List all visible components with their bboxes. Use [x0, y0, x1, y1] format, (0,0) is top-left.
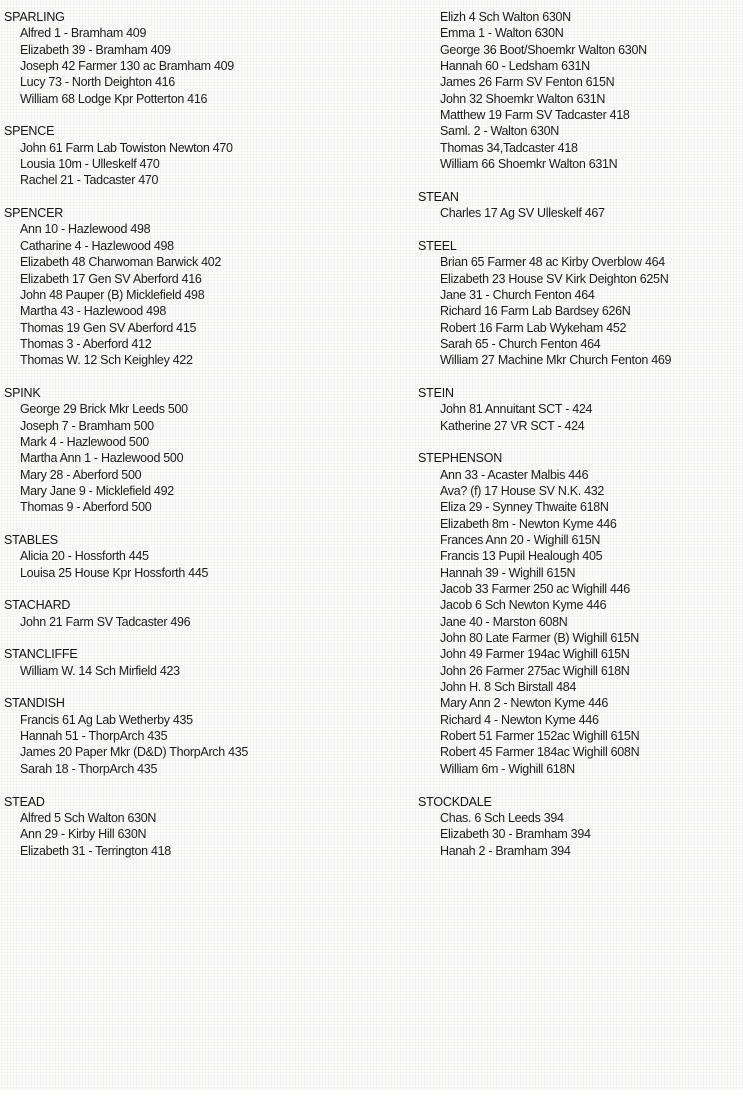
person-entry: Eliza 29 - Synney Thwaite 618N — [440, 500, 609, 515]
person-entry: Jane 31 - Church Fenton 464 — [440, 287, 595, 302]
person-entry: John 48 Pauper (B) Micklefield 498 — [20, 287, 205, 302]
surname-group — [418, 9, 740, 172]
person-entry: Elizabeth 30 - Bramham 394 — [440, 827, 591, 842]
person-entry: Elizabeth 48 Charwoman Barwick 402 — [20, 255, 222, 270]
person-entry: Alfred 1 - Bramham 409 — [20, 26, 147, 41]
person-entry: John 21 Farm SV Tadcaster 496 — [20, 614, 191, 629]
person-entry: John 26 Farmer 275ac Wighill 618N — [440, 663, 630, 678]
surname-group — [4, 646, 404, 679]
person-entry: William W. 14 Sch Mirfield 423 — [20, 663, 180, 678]
person-entry: Charles 17 Ag SV Ulleskelf 467 — [440, 206, 605, 221]
left-column — [4, 9, 404, 859]
person-entry: Ann 10 - Hazlewood 498 — [20, 222, 151, 237]
person-entry: William 27 Machine Mkr Church Fenton 469 — [440, 353, 672, 368]
surname-group — [4, 205, 404, 368]
person-entry: Louisa 25 House Kpr Hossforth 445 — [20, 565, 209, 580]
surname-heading: STANCLIFFE — [4, 647, 78, 662]
person-entry: Robert 51 Farmer 152ac Wighill 615N — [440, 729, 640, 744]
person-entry: George 36 Boot/Shoemkr Walton 630N — [440, 42, 647, 57]
person-entry: Richard 4 - Newton Kyme 446 — [440, 712, 599, 727]
person-entry: Saml. 2 - Walton 630N — [440, 124, 559, 139]
person-entry: Mark 4 - Hazlewood 500 — [20, 434, 149, 449]
person-entry: Mary 28 - Aberford 500 — [20, 467, 142, 482]
person-entry: William 68 Lodge Kpr Potterton 416 — [20, 91, 208, 106]
surname-group — [4, 532, 404, 581]
person-entry: Hannah 60 - Ledsham 631N — [440, 59, 590, 74]
person-entry: Thomas 19 Gen SV Aberford 415 — [20, 320, 197, 335]
surname-group — [418, 385, 740, 434]
surname-group — [418, 189, 740, 222]
person-entry: Katherine 27 VR SCT - 424 — [440, 418, 585, 433]
person-entry: James 26 Farm SV Fenton 615N — [440, 75, 615, 90]
person-entry: Sarah 18 - ThorpArch 435 — [20, 761, 158, 776]
group-spacer — [4, 581, 404, 597]
person-entry: Jacob 33 Farmer 250 ac Wighill 446 — [440, 582, 630, 597]
surname-heading: STANDISH — [4, 696, 65, 711]
person-entry: Mary Ann 2 - Newton Kyme 446 — [440, 696, 609, 711]
person-entry: John 80 Late Farmer (B) Wighill 615N — [440, 631, 640, 646]
person-entry: Thomas 3 - Aberford 412 — [20, 336, 152, 351]
person-entry: Jacob 6 Sch Newton Kyme 446 — [440, 598, 607, 613]
person-entry: Alicia 20 - Hossforth 445 — [20, 549, 149, 564]
person-entry: James 20 Paper Mkr (D&D) ThorpArch 435 — [20, 745, 249, 760]
person-entry: Brian 65 Farmer 48 ac Kirby Overblow 464 — [440, 255, 665, 270]
group-spacer — [4, 679, 404, 695]
group-spacer — [4, 369, 404, 385]
person-entry: Matthew 19 Farm SV Tadcaster 418 — [440, 108, 630, 123]
surname-heading: STEEL — [418, 238, 457, 253]
person-entry: William 66 Shoemkr Walton 631N — [440, 157, 618, 172]
person-entry: Thomas 34,Tadcaster 418 — [440, 140, 578, 155]
person-entry: John 49 Farmer 194ac Wighill 615N — [440, 647, 630, 662]
person-entry: Robert 45 Farmer 184ac Wighill 608N — [440, 745, 640, 760]
person-entry: Rachel 21 - Tadcaster 470 — [20, 173, 159, 188]
surname-group — [418, 238, 740, 369]
person-entry: Richard 16 Farm Lab Bardsey 626N — [440, 304, 631, 319]
person-entry: Frances Ann 20 - Wighill 615N — [440, 533, 601, 547]
group-spacer — [4, 516, 404, 532]
group-spacer — [418, 221, 740, 237]
person-entry: Jane 40 - Marston 608N — [440, 614, 568, 629]
surname-heading: STOCKDALE — [418, 794, 492, 809]
person-entry: Alfred 5 Sch Walton 630N — [20, 810, 157, 825]
person-entry: Sarah 65 - Church Fenton 464 — [440, 336, 601, 351]
person-entry: George 29 Brick Mkr Leeds 500 — [20, 402, 188, 417]
surname-heading: SPINK — [4, 385, 41, 400]
surname-heading: STACHARD — [4, 598, 71, 613]
person-entry: Emma 1 - Walton 630N — [440, 26, 564, 41]
surname-group — [4, 794, 404, 859]
person-entry: William 6m - Wighill 618N — [440, 761, 575, 776]
surname-group — [4, 695, 404, 777]
surname-heading: SPARLING — [4, 10, 65, 24]
person-entry: John 81 Annuitant SCT - 424 — [440, 402, 593, 417]
person-entry: Ann 33 - Acaster Malbis 446 — [440, 467, 589, 482]
person-entry: Robert 16 Farm Lab Wykeham 452 — [440, 320, 627, 335]
person-entry: Lucy 73 - North Deighton 416 — [20, 75, 175, 90]
surname-heading: STEPHENSON — [418, 451, 503, 466]
person-entry: Hannah 39 - Wighill 615N — [440, 565, 576, 580]
person-entry: John H. 8 Sch Birstall 484 — [440, 680, 577, 695]
person-entry: Francis 13 Pupil Healough 405 — [440, 549, 603, 564]
person-entry: Martha 43 - Hazlewood 498 — [20, 304, 167, 319]
person-entry: Ava? (f) 17 House SV N.K. 432 — [440, 483, 605, 498]
group-spacer — [4, 777, 404, 793]
person-entry: Joseph 7 - Bramham 500 — [20, 418, 154, 433]
person-entry: John 61 Farm Lab Towiston Newton 470 — [20, 140, 233, 155]
group-spacer — [418, 434, 740, 450]
surname-group — [4, 9, 404, 107]
surname-group — [418, 794, 740, 859]
person-entry: Lousia 10m - Ulleskelf 470 — [20, 157, 160, 172]
right-column — [418, 9, 740, 859]
group-spacer — [4, 630, 404, 646]
surname-group — [4, 385, 404, 516]
person-entry: Ann 29 - Kirby Hill 630N — [20, 827, 147, 842]
person-entry: Hanah 2 - Bramham 394 — [440, 843, 571, 858]
person-entry: Hannah 51 - ThorpArch 435 — [20, 729, 168, 744]
surname-group — [4, 123, 404, 188]
person-entry: Elizabeth 31 - Terrington 418 — [20, 843, 171, 858]
person-entry: Elizabeth 17 Gen SV Aberford 416 — [20, 271, 202, 286]
person-entry: Mary Jane 9 - Micklefield 492 — [20, 483, 174, 498]
person-entry: Martha Ann 1 - Hazlewood 500 — [20, 451, 184, 466]
person-entry: Elizabeth 8m - Newton Kyme 446 — [440, 516, 617, 531]
surname-heading: STEAD — [4, 794, 45, 809]
surname-heading: SPENCE — [4, 124, 55, 139]
person-entry: Catharine 4 - Hazlewood 498 — [20, 238, 174, 253]
person-entry: Elizabeth 39 - Bramham 409 — [20, 42, 171, 57]
surname-heading: SPENCER — [4, 206, 64, 221]
surname-group — [4, 597, 404, 630]
person-entry: Joseph 42 Farmer 130 ac Bramham 409 — [20, 59, 234, 74]
person-entry: Thomas W. 12 Sch Keighley 422 — [20, 353, 193, 368]
person-entry: John 32 Shoemkr Walton 631N — [440, 91, 606, 106]
person-entry: Elizabeth 23 House SV Kirk Deighton 625N — [440, 271, 669, 286]
person-entry: Thomas 9 - Aberford 500 — [20, 500, 152, 515]
group-spacer — [418, 777, 740, 793]
person-entry: Elizh 4 Sch Walton 630N — [440, 10, 571, 24]
surname-heading: STABLES — [4, 533, 58, 547]
group-spacer — [418, 369, 740, 385]
group-spacer — [4, 107, 404, 123]
group-spacer — [418, 172, 740, 188]
group-spacer — [4, 189, 404, 205]
person-entry: Chas. 6 Sch Leeds 394 — [440, 810, 564, 825]
surname-group — [418, 450, 740, 777]
person-entry: Francis 61 Ag Lab Wetherby 435 — [20, 712, 193, 727]
surname-heading: STEIN — [418, 385, 454, 400]
surname-heading: STEAN — [418, 189, 459, 204]
